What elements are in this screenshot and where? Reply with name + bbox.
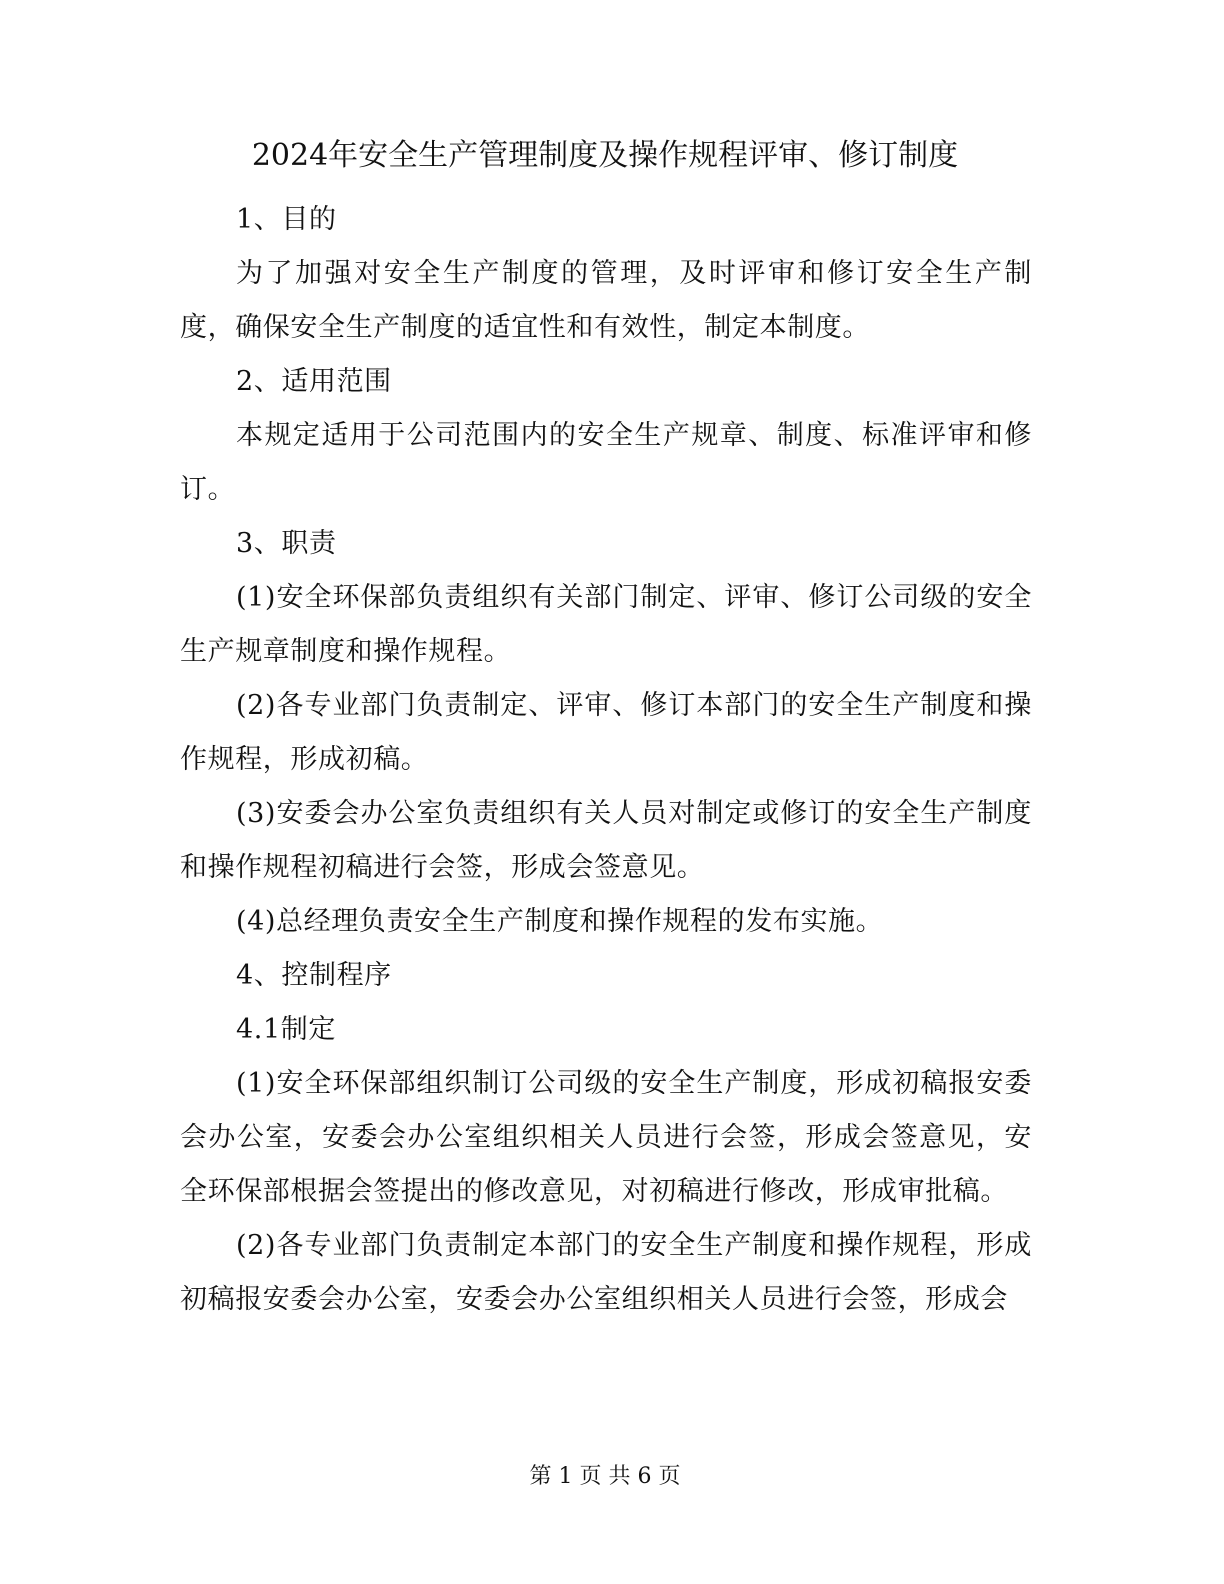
section-heading-purpose: 1、目的: [236, 204, 337, 235]
document-title: 2024年安全生产管理制度及操作规程评审、修订制度: [251, 138, 959, 173]
paragraph-responsibility-2: (2)各专业部门负责制定、评审、修订本部门的安全生产制度和操作规程，形成初稿。: [180, 690, 1032, 775]
paragraph-formulation-2: (2)各专业部门负责制定本部门的安全生产制度和操作规程，形成初稿报安委会办公室，安委会办公室组织相关人员进行会签，形成会: [180, 1230, 1032, 1315]
document-body: [180, 193, 1032, 1327]
section-heading-responsibilities: 3、职责: [236, 528, 337, 559]
section-heading-scope: 2、适用范围: [236, 366, 392, 397]
paragraph-responsibility-1: (1)安全环保部负责组织有关部门制定、评审、修订公司级的安全生产规章制度和操作规程。: [180, 582, 1032, 667]
paragraph-formulation-1: (1)安全环保部组织制订公司级的安全生产制度，形成初稿报安委会办公室，安委会办公室组织相关人员进行会签，形成会签意见，安全环保部根据会签提出的修改意见，对初稿进行修改，形成审批稿。: [180, 1068, 1032, 1207]
paragraph-responsibility-4: (4)总经理负责安全生产制度和操作规程的发布实施。: [236, 906, 884, 937]
page-number-footer: 第 1 页 共 6 页: [529, 1464, 681, 1489]
paragraph-scope: 本规定适用于公司范围内的安全生产规章、制度、标准评审和修订。: [180, 420, 1032, 505]
subsection-heading-formulation: 4.1制定: [236, 1014, 336, 1045]
section-heading-control-procedure: 4、控制程序: [236, 960, 392, 991]
paragraph-purpose: 为了加强对安全生产制度的管理，及时评审和修订安全生产制度，确保安全生产制度的适宜性和有效性，制定本制度。: [180, 258, 1032, 343]
paragraph-responsibility-3: (3)安委会办公室负责组织有关人员对制定或修订的安全生产制度和操作规程初稿进行会签，形成会签意见。: [180, 798, 1032, 883]
